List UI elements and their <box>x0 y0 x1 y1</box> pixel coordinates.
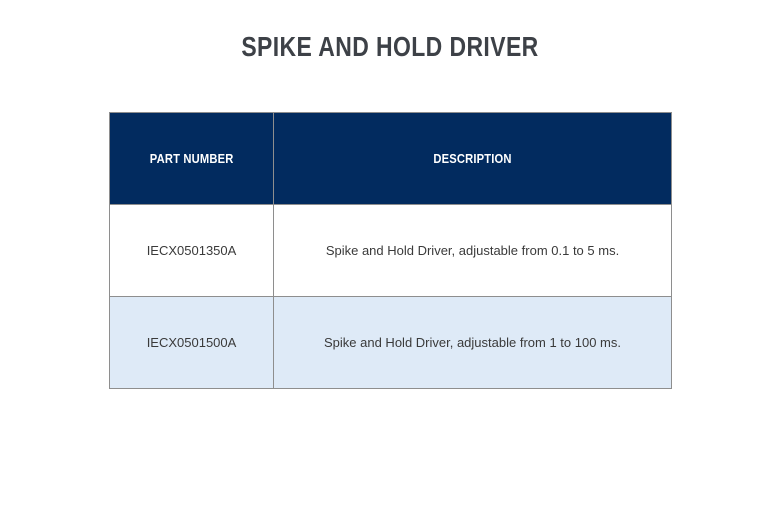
page-title: SPIKE AND HOLD DRIVER <box>241 31 539 62</box>
table-row <box>110 205 672 297</box>
description-cell: Spike and Hold Driver, adjustable from 0.1 to 5 ms. <box>274 205 672 297</box>
table-header-row <box>110 113 672 205</box>
column-header-part-number: PART NUMBER <box>110 113 274 205</box>
description-cell: Spike and Hold Driver, adjustable from 1 to 100 ms. <box>274 297 672 389</box>
column-header-description: DESCRIPTION <box>274 113 672 205</box>
table-row <box>110 297 672 389</box>
parts-table <box>109 112 672 389</box>
part-number-cell: IECX0501500A <box>110 297 274 389</box>
part-number-cell: IECX0501350A <box>110 205 274 297</box>
